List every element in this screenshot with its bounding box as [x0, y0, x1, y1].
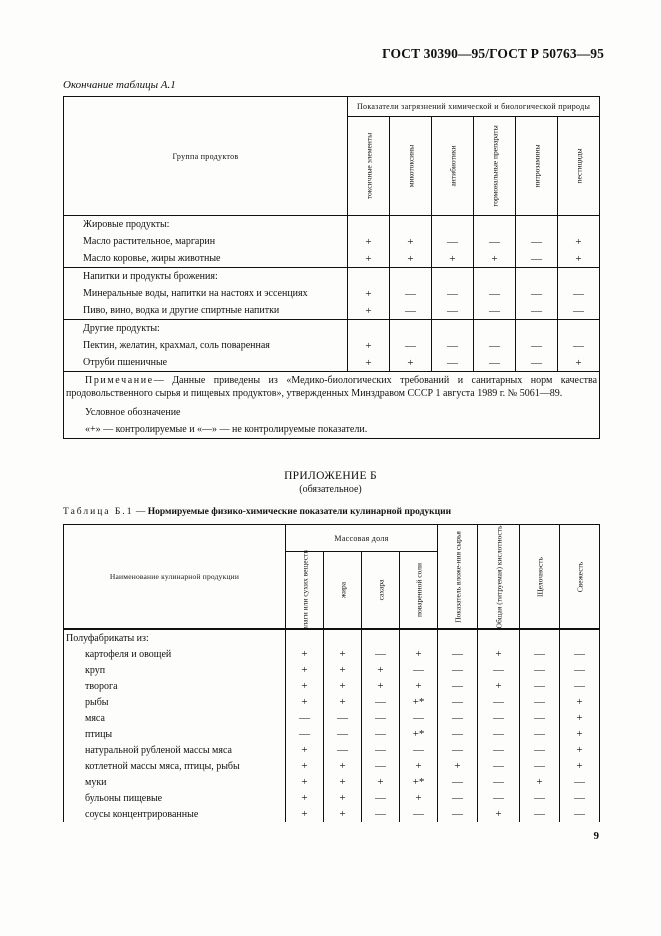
mark-cell: — — [560, 774, 600, 790]
mark-cell: + — [286, 662, 324, 678]
table-b1-title: Нормируемые физико-химические показатели кулинарной продукции — [147, 507, 452, 517]
table-row: Минеральные воды, напитки на настоях и эссенциях + — — — — — — [64, 285, 600, 302]
mark-cell: — — [400, 742, 438, 758]
table-row — [64, 806, 600, 822]
col-header: пестициды — [558, 117, 600, 216]
table-row — [64, 646, 600, 662]
note-label: Примечание — [85, 375, 154, 386]
mark-cell: — — [520, 694, 560, 710]
mark-cell: + — [324, 694, 362, 710]
col-header: Показатель вложе-ния сырья — [438, 525, 478, 630]
mark-cell: +* — [400, 726, 438, 742]
product-name: птицы — [64, 726, 286, 742]
mark-cell: + — [560, 726, 600, 742]
mark-cell: — — [478, 726, 520, 742]
note-text: — Данные приведены из «Медико-биологических требований и санитарных норм качества продовольственного сырья и пищевых продуктов», утвержденных Минздравом СССР 1 августа 1989 г. № 5061—89. — [66, 375, 598, 399]
section-title: Жировые продукты: — [64, 216, 348, 234]
mark-cell: — — [438, 662, 478, 678]
table-row — [64, 742, 600, 758]
table-row — [64, 726, 600, 742]
col-header: влаги или сухих веществ — [286, 552, 324, 630]
col-header: гормональные препараты — [474, 117, 516, 216]
mark-cell: + — [324, 774, 362, 790]
mark-cell: — — [438, 742, 478, 758]
page-number: 9 — [593, 830, 599, 842]
mark-cell: + — [560, 710, 600, 726]
mark-cell: — — [362, 790, 400, 806]
col-header: жира — [324, 552, 362, 630]
mark-cell: + — [520, 774, 560, 790]
mark-cell: + — [438, 758, 478, 774]
mark-cell: — — [478, 694, 520, 710]
mark-cell: + — [324, 662, 362, 678]
mark-cell: — — [438, 774, 478, 790]
table-row — [64, 774, 600, 790]
mark-cell: + — [286, 678, 324, 694]
mark-cell: + — [324, 646, 362, 662]
product-name: Пектин, желатин, крахмал, соль поваренная — [64, 337, 348, 354]
table-row — [64, 758, 600, 774]
col-header: Щелочность — [520, 525, 560, 630]
mark-cell: — — [362, 742, 400, 758]
table-b1-dash: — — [133, 507, 148, 517]
table-row: Пиво, вино, водка и другие спиртные напитки + — — — — — — [64, 302, 600, 320]
mark-cell: — — [560, 790, 600, 806]
legend-text: «+» — контролируемые и «—» — не контролируемые показатели. — [85, 424, 368, 435]
mark-cell: — — [362, 694, 400, 710]
mark-cell: — — [478, 742, 520, 758]
mark-cell: + — [400, 790, 438, 806]
mark-cell: — — [560, 646, 600, 662]
table-row — [64, 710, 600, 726]
mark-cell: — — [362, 710, 400, 726]
mark-cell: + — [286, 806, 324, 822]
document-header: ГОСТ 30390—95/ГОСТ Р 50763—95 — [382, 46, 604, 61]
table-b1-label: Таблица Б.1 — [63, 507, 134, 517]
product-name: Отруби пшеничные — [64, 354, 348, 372]
product-name: Масло коровье, жиры животные — [64, 250, 348, 268]
mark-cell: — — [438, 710, 478, 726]
mark-cell: — — [520, 726, 560, 742]
col-header: Общая (титруемая) кислотность — [478, 525, 520, 630]
col-header: поваренной соли — [400, 552, 438, 630]
mark-cell: + — [286, 790, 324, 806]
mark-cell: — — [478, 662, 520, 678]
mark-cell: — — [560, 662, 600, 678]
mark-cell: + — [286, 742, 324, 758]
mark-cell: + — [286, 646, 324, 662]
mark-cell: — — [438, 678, 478, 694]
product-name: бульоны пищевые — [64, 790, 286, 806]
mark-cell: — — [362, 726, 400, 742]
table-a1-caption: Окончание таблицы А.1 — [63, 79, 176, 91]
table-row — [64, 662, 600, 678]
mark-cell: — — [438, 694, 478, 710]
mark-cell: + — [560, 694, 600, 710]
appendix-subtitle: (обязательное) — [299, 484, 362, 495]
legend-title: Условное обозначение — [85, 407, 181, 418]
mark-cell: — — [520, 742, 560, 758]
mark-cell: — — [478, 758, 520, 774]
table-row — [64, 790, 600, 806]
mark-cell: + — [362, 774, 400, 790]
product-name: мяса — [64, 710, 286, 726]
mark-cell: — — [478, 774, 520, 790]
col-header: микотоксины — [390, 117, 432, 216]
mark-cell: + — [324, 806, 362, 822]
product-name: натуральной рубленой массы мяса — [64, 742, 286, 758]
product-name: творога — [64, 678, 286, 694]
section-row — [64, 268, 600, 286]
pollution-header: Показатели загрязнений химической и биологической природы — [348, 97, 600, 117]
table-row — [64, 694, 600, 710]
mark-cell: — — [478, 790, 520, 806]
section-row — [64, 629, 600, 646]
mark-cell: — — [520, 758, 560, 774]
mark-cell: + — [286, 774, 324, 790]
product-name: муки — [64, 774, 286, 790]
mark-cell: — — [520, 710, 560, 726]
mark-cell: — — [478, 710, 520, 726]
group-header: Группа продуктов — [64, 97, 348, 216]
mark-cell: + — [560, 758, 600, 774]
mark-cell: — — [400, 710, 438, 726]
mark-cell: — — [286, 710, 324, 726]
table-row: Масло коровье, жиры животные + + + + — + — [64, 250, 600, 268]
product-name: круп — [64, 662, 286, 678]
mark-cell: — — [438, 806, 478, 822]
mark-cell: + — [560, 742, 600, 758]
mark-cell: + — [478, 806, 520, 822]
col-header: нитрозамины — [516, 117, 558, 216]
table-note — [64, 372, 600, 439]
col-header: Свежесть — [560, 525, 600, 630]
table-a1-body — [64, 216, 600, 439]
product-name: Пиво, вино, водка и другие спиртные напитки — [64, 302, 348, 320]
product-name: котлетной массы мяса, птицы, рыбы — [64, 758, 286, 774]
mark-cell: +* — [400, 694, 438, 710]
mark-cell: + — [362, 678, 400, 694]
product-name: рыбы — [64, 694, 286, 710]
mark-cell: + — [400, 678, 438, 694]
col-header: токсичные элементы — [348, 117, 390, 216]
mark-cell: + — [286, 758, 324, 774]
mark-cell: — — [438, 790, 478, 806]
mark-cell: — — [520, 646, 560, 662]
product-name: Масло растительное, маргарин — [64, 233, 348, 250]
mark-cell: — — [438, 646, 478, 662]
mark-cell: + — [324, 758, 362, 774]
table-row: Масло растительное, маргарин + + — — — + — [64, 233, 600, 250]
section-title: Другие продукты: — [64, 320, 348, 338]
mark-cell: + — [478, 678, 520, 694]
mark-cell: — — [324, 710, 362, 726]
mark-cell: — — [362, 758, 400, 774]
mark-cell: + — [478, 646, 520, 662]
mark-cell: — — [286, 726, 324, 742]
section-row — [64, 320, 600, 338]
product-name: Минеральные воды, напитки на настоях и эссенциях — [64, 285, 348, 302]
mark-cell: — — [560, 806, 600, 822]
mark-cell: + — [400, 758, 438, 774]
col-header: сахара — [362, 552, 400, 630]
mark-cell: + — [324, 678, 362, 694]
product-name: соусы концентрированные — [64, 806, 286, 822]
table-b1 — [63, 524, 600, 822]
mark-cell: + — [286, 694, 324, 710]
table-b1-caption — [63, 507, 451, 517]
mark-cell: — — [362, 646, 400, 662]
table-a1 — [63, 96, 600, 439]
mark-cell: +* — [400, 774, 438, 790]
mark-cell: — — [520, 806, 560, 822]
col-header: антибиотики — [432, 117, 474, 216]
table-b1-body — [64, 629, 600, 822]
table-row: Отруби пшеничные + + — — — + — [64, 354, 600, 372]
table-row: Пектин, желатин, крахмал, соль поваренная + — — — — — — [64, 337, 600, 354]
section-title: Полуфабрикаты из: — [64, 629, 286, 646]
mark-cell: — — [560, 678, 600, 694]
mark-cell: — — [520, 678, 560, 694]
name-header: Наименование кулинарной продукции — [64, 525, 286, 630]
mark-cell: + — [362, 662, 400, 678]
mark-cell: — — [520, 662, 560, 678]
product-name: картофеля и овощей — [64, 646, 286, 662]
mark-cell: — — [362, 806, 400, 822]
mark-cell: — — [324, 742, 362, 758]
mark-cell: — — [438, 726, 478, 742]
mark-cell: + — [400, 646, 438, 662]
table-row — [64, 678, 600, 694]
mark-cell: + — [324, 790, 362, 806]
mass-header: Массовая доля — [286, 525, 438, 552]
section-title: Напитки и продукты брожения: — [64, 268, 348, 286]
mark-cell: — — [400, 806, 438, 822]
mark-cell: — — [400, 662, 438, 678]
appendix-title: ПРИЛОЖЕНИЕ Б — [284, 470, 377, 482]
mark-cell: — — [324, 726, 362, 742]
mark-cell: — — [520, 790, 560, 806]
section-row — [64, 216, 600, 234]
